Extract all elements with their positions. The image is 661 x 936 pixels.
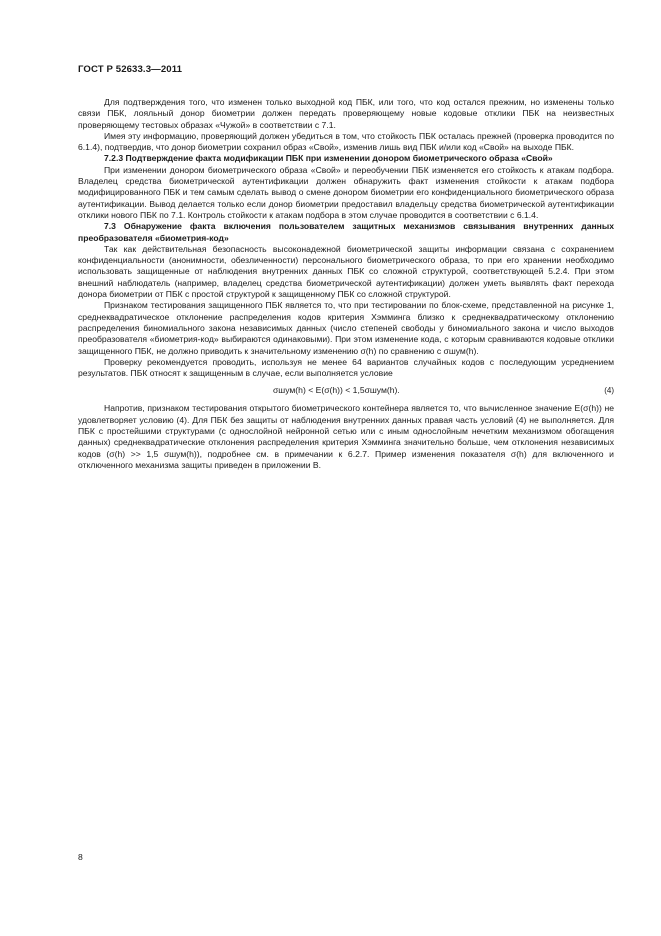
paragraph: Для подтверждения того, что изменен только выходной код ПБК, или того, что код остался прежним, но изменены только связи ПБК, лояльный донор биометрии должен передать проверяющему новые кодовые отклики ПБК на неизвестных проверяющему тестовых образах «Чужой» в соответствии с 7.1.	[78, 97, 614, 130]
page-body	[78, 97, 614, 471]
paragraph: При изменении донором биометрического образа «Свой» и переобучении ПБК изменяется его стойкость к атакам подбора. Владелец средства биометрической аутентификации должен обнаружить факт изменения стойкости к атакам подбора модифицированного ПБК и тем самым сделать вывод о смене донором биометрии его конфиденциального биометрического образа аутентификации. Вывод делается только если донор биометрии предоставил владельцу средства биометрической аутентификации отклики нового ПБК по 7.1. Контроль стойкости к атакам подбора в этом случае проводится в соответствии с 6.1.4.	[78, 164, 614, 220]
section-heading-7-2-3: 7.2.3 Подтверждение факта модификации ПБК при изменении донором биометрического образа «Свой»	[104, 153, 553, 164]
page-number: 8	[78, 852, 83, 862]
paragraph: Напротив, признаком тестирования открытого биометрического контейнера является то, что вычисленное значение E(σ(h)) не удовлетворяет условию (4). Для ПБК без защиты от наблюдения внутренних данных правая часть условий (4) не выполняется. Для ПБК с простейшими структурами (с однослойной нейронной сетью или с иным однослойным нечетким механизмом обогащения данных) среднеквадратические отклонения распределения критерия Хэмминга значительно больше, чем отклонения независимых кодов (σ(h) >> 1,5 σшум(h)), подробнее см. в примечании к 6.2.7. Пример изменения показателя σ(h) для включенного и отключенного механизма защиты приведен в приложении В.	[78, 403, 614, 470]
paragraph: Имея эту информацию, проверяющий должен убедиться в том, что стойкость ПБК осталась прежней (проверка проводится по 6.1.4), подтвердив, что донор биометрии сохранил образ «Свой», изменив лишь вид ПБК и/или код «Свой» на выходе ПБК.	[78, 130, 614, 153]
formula-expression: σшум(h) < E(σ(h)) < 1,5σшум(h).	[273, 385, 400, 396]
section-heading-7-3: 7.3 Обнаружение факта включения пользователем защитных механизмов связывания внутренних данных преобразователя «биометрия-код»	[78, 221, 614, 243]
formula-4	[78, 381, 614, 400]
paragraph: Проверку рекомендуется проводить, используя не менее 64 вариантов случайных кодов с последующим усреднением результатов. ПБК относят к защищенным в случае, если выполняется условие	[78, 356, 614, 379]
page-header: ГОСТ Р 52633.3—2011	[78, 64, 183, 75]
paragraph: Так как действительная безопасность высоконадежной биометрической защиты информации связана с сохранением конфиденциальности (анонимности, обезличенности) персонального биометрического образа, то при его хранении необходимо использовать защищенные от наблюдения внутренних данных ПБК со сложной структурой, соответствующей 5.2.4. При этом внешний наблюдатель (например, владелец средства биометрической аутентификации) должен уметь выявлять факт перехода донора биометрии от ПБК с простой структурой к защищенному ПБК со сложной структурой.	[78, 243, 614, 300]
formula-number: (4)	[604, 386, 614, 396]
paragraph: Признаком тестирования защищенного ПБК является то, что при тестировании по блок-схеме, представленной на рисунке 1, среднеквадратическое отклонение распределения кодов критерия Хэмминга близко к среднеквадратическому отклонению распределения биномиального закона независимых данных (число степеней свободы у биномиального закона и число выходов преобразователя «биометрия-код» выбираются одинаковыми). При этом изменение кода, с которым сравниваются кодовые отклики защищенного ПБК, не должно приводить к значительному изменению σ(h) по сравнению с σшум(h).	[78, 300, 614, 356]
